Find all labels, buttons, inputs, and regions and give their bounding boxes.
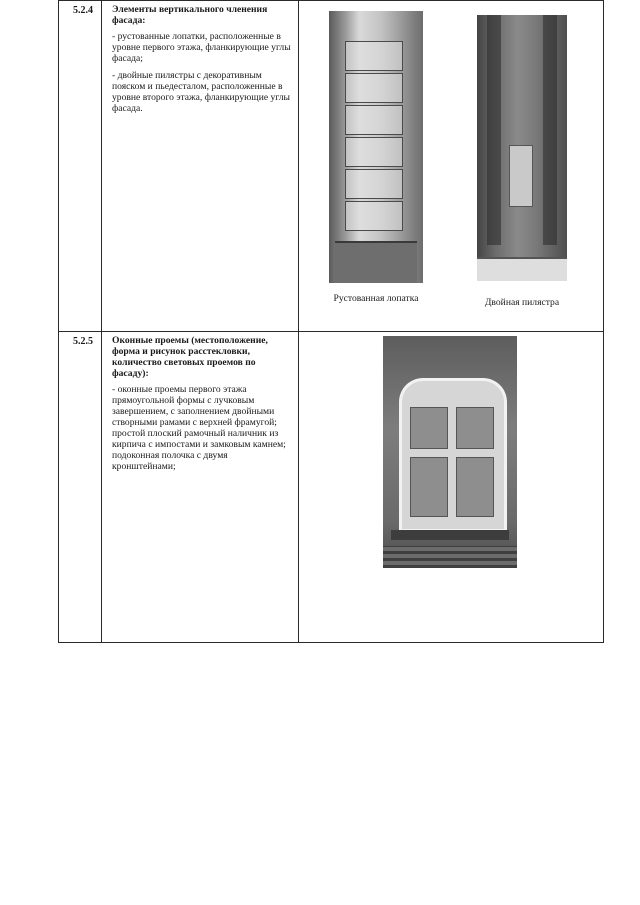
description-cell — [102, 1, 299, 332]
description-cell — [102, 332, 299, 643]
row-title: Оконные проемы (местоположение, форма и рисунок расстекловки, количество световых проемов по фасаду): — [112, 335, 268, 379]
photo-caption: Двойная пилястра — [484, 297, 560, 308]
description-paragraph: - двойные пилястры с декоративным пояском и пьедесталом, расположенные в уровне второго этажа, фланкирующие углы фасада. — [112, 70, 290, 114]
row-number: 5.2.5 — [73, 336, 93, 347]
table-row — [59, 332, 604, 643]
rusticated-pilaster-photo — [329, 11, 423, 283]
photo-caption: Рустованная лопатка — [333, 293, 419, 304]
image-cell — [299, 332, 604, 643]
table-row — [59, 1, 604, 332]
row-number-cell — [59, 332, 102, 643]
row-number: 5.2.4 — [73, 5, 93, 16]
row-number-cell — [59, 1, 102, 332]
description-paragraph: - рустованные лопатки, расположенные в уровне первого этажа, фланкирующие углы фасада; — [112, 31, 291, 64]
description-paragraph: - оконные проемы первого этажа прямоугольной формы с лучковым завершением, с заполнением двойными створными рамами с верхней фрамугой; простой плоский рамочный наличник из кирпича с импостами и замковым камнем; подоконная полочка с двумя кронштейнами; — [112, 384, 286, 472]
double-pilaster-photo — [477, 15, 567, 281]
row-title: Элементы вертикального членения фасада: — [112, 4, 268, 26]
image-cell — [299, 1, 604, 332]
window-opening-photo — [383, 336, 517, 568]
characteristics-table — [58, 0, 604, 643]
